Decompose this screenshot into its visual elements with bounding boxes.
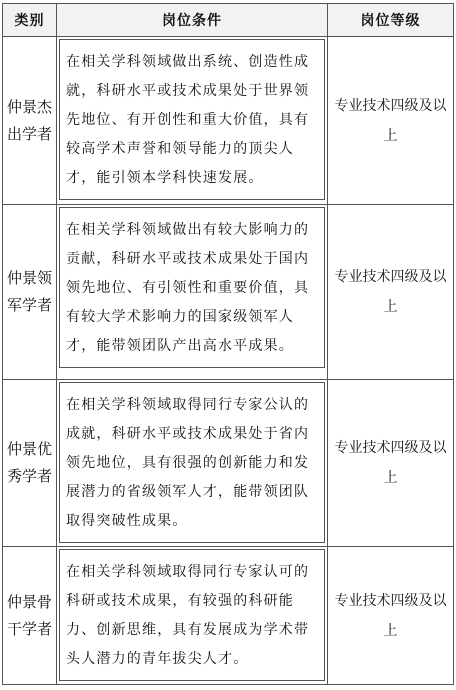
table-row xyxy=(3,37,454,205)
category-label: 秀学者 xyxy=(6,467,52,485)
category-label: 出学者 xyxy=(6,124,52,143)
category-cell xyxy=(3,205,57,380)
position-table xyxy=(2,3,454,685)
table-row xyxy=(3,205,454,380)
category-cell xyxy=(3,547,57,685)
category-label: 仲景杰 xyxy=(6,97,52,116)
level-cell: 专业技术四级及以上 xyxy=(328,37,454,205)
level-cell: 专业技术四级及以上 xyxy=(328,547,454,685)
level-cell: 专业技术四级及以上 xyxy=(328,205,454,380)
category-label: 干学者 xyxy=(6,619,52,638)
category-cell xyxy=(3,380,57,547)
conditions-cell xyxy=(57,380,328,547)
table-row xyxy=(3,547,454,685)
category-cell xyxy=(3,37,57,205)
category-label: 仲景领 xyxy=(6,269,52,287)
header-level: 岗位等级 xyxy=(328,4,454,37)
level-cell: 专业技术四级及以上 xyxy=(328,380,454,547)
category-label: 仲景优 xyxy=(6,440,52,458)
conditions-cell xyxy=(57,37,328,205)
category-label: 仲景骨 xyxy=(6,592,52,611)
conditions-cell xyxy=(57,547,328,685)
category-label: 军学者 xyxy=(6,296,52,314)
header-category: 类别 xyxy=(3,4,57,37)
conditions-cell xyxy=(57,205,328,380)
table-row xyxy=(3,380,454,547)
conditions-text: 在相关学科领域取得同行专家公认的成就，科研水平或技术成果处于省内领先地位，具有很强的创新能力和发展潜力的省级领军人才，能带领团队取得突破性成果。 xyxy=(59,382,325,543)
conditions-text: 在相关学科领域做出有较大影响力的贡献，科研水平或技术成果处于国内领先地位、有引领性和重要价值，具有较大学术影响力的国家级领军人才，能带领团队产出高水平成果。 xyxy=(59,207,325,368)
header-conditions: 岗位条件 xyxy=(57,4,328,37)
conditions-text: 在相关学科领域取得同行专家认可的科研或技术成果，有较强的科研能力、创新思维，具有发展成为学术带头人潜力的青年拔尖人才。 xyxy=(59,549,325,681)
conditions-text: 在相关学科领域做出系统、创造性成就，科研水平或技术成果处于世界领先地位、有开创性和重大价值，具有较高学术声誉和领导能力的顶尖人才，能引领本学科快速发展。 xyxy=(59,39,325,200)
table-header-row xyxy=(3,4,454,37)
